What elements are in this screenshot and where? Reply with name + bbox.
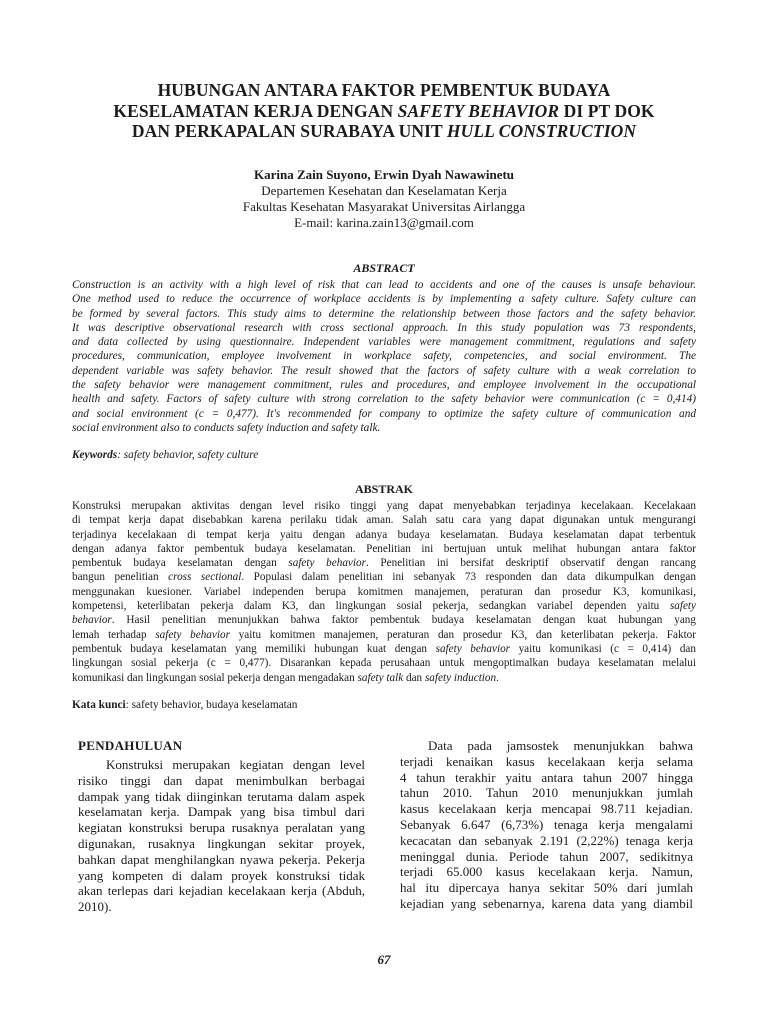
abstract-line: It was descriptive observational research with cross sectional approach. In this study population was 73 respondents,	[72, 321, 696, 334]
body-line: kegiatan konstruksi berupa rusaknya peralatan yang	[78, 820, 365, 836]
keywords	[72, 449, 258, 461]
abstract-line: One method used to reduce the occurrence of workplace accidents is by implementing a safety culture. Safety culture can	[72, 293, 696, 306]
body-line: yang kompeten di dalam proyek konstruksi tidak	[78, 867, 365, 883]
body-line: terjadi kenaikan kasus kecelakaan kerja selama	[400, 753, 693, 769]
abstract-line: dependent variable was safety behavior. The result showed that the factors of safety culture with a weak correlation to	[72, 364, 696, 377]
body-line: kejadian yang sebenarnya, karena data yang diambil	[400, 895, 693, 911]
affiliation-department: Departemen Kesehatan dan Keselamatan Kerja	[261, 183, 507, 198]
abstrak-line: kompetensi, keterlibatan pekerja dalam K3, dan lingkungan sosial pekerja, sedangkan variabel dependen yaitu safety	[72, 600, 696, 613]
abstract-line: procedures, communication, employee involvement in workplace safety, competencies, and social environment. The	[72, 350, 696, 363]
paper-title	[60, 80, 708, 142]
abstract-line: be formed by several factors. This study aims to determine the relationship between those factors and the safety behavior.	[72, 307, 696, 320]
abstrak-line: behavior. Hasil penelitian menunjukkan bahwa faktor pembentuk budaya keselamatan dengan kuat hubungan yang	[72, 614, 696, 627]
body-line: bahkan dapat menghilangkan nyawa pekerja. Pekerja	[78, 851, 365, 867]
abstrak-line: terjadinya kecelakaan di tempat kerja yaitu dengan adanya budaya keselamatan. Budaya keselamatan dapat terbentuk	[72, 528, 696, 541]
abstrak-line: bangun penelitian cross sectional. Populasi dalam penelitian ini sebanyak 73 responden dan data dikumpulkan dengan	[72, 571, 696, 584]
body-line: hal itu dipercaya hanya sekitar 50% dari jumlah	[400, 880, 693, 896]
abstrak-line: dengan adanya faktor pembentuk budaya keselamatan. Penelitian ini bertujuan untuk melihat hubungan antara faktor	[72, 542, 696, 555]
abstrak-line: pembentuk budaya keselamatan yang memiliki hubungan kuat dengan safety behavior yaitu komunikasi (c = 0,414) dan	[72, 642, 696, 655]
abstrak-line: menggunakan kuesioner. Variabel independen berupa komitmen manajemen, peraturan dan prosedur K3, komunikasi,	[72, 585, 696, 598]
title-line-3: DAN PERKAPALAN SURABAYA UNIT HULL CONSTRUCTION	[131, 121, 637, 141]
title-line-2: KESELAMATAN KERJA DENGAN SAFETY BEHAVIOR DI PT DOK	[113, 100, 655, 121]
body-line: digunakan, rusaknya lingkungan sekitar proyek,	[78, 835, 365, 851]
body-line: tahun 2010. Tahun 2010 menunjukkan jumlah	[400, 785, 693, 801]
body-line: risiko tinggi dan dapat menimbulkan berbagai	[78, 772, 365, 788]
abstrak-line: Konstruksi merupakan aktivitas dengan level risiko tinggi yang dapat menyebabkan terjadinya kecelakaan. Kecelakaan	[72, 500, 696, 512]
body-line: kecacatan dan sebanyak 2.191 (2,22%) tenaga kerja	[400, 832, 693, 848]
right-column-text	[400, 738, 693, 912]
kata-kunci	[72, 699, 297, 711]
body-line: dampak yang tidak diinginkan terutama dalam aspek	[78, 788, 365, 804]
abstract-line: and social environment (c = 0,477). It's recommended for company to optimize the safety culture of communication and	[72, 407, 696, 420]
abstract-line: social environment also to conducts safety induction and safety talk.	[72, 421, 381, 434]
abstrak-line: komunikasi dan lingkungan sosial pekerja dengan mengadakan safety talk dan safety induction.	[72, 671, 499, 684]
abstrak-line: lemah terhadap safety behavior yaitu komitmen manajemen, peraturan dan prosedur K3, dan keterlibatan pekerja. Faktor	[72, 628, 696, 641]
author-names: Karina Zain Suyono, Erwin Dyah Nawawinetu	[253, 167, 515, 182]
body-line: terjadi 65.000 kasus kecelakaan kerja. Namun,	[400, 864, 693, 880]
kata-kunci-label: Kata kunci	[72, 699, 126, 711]
section-heading-pendahuluan: PENDAHULUAN	[78, 738, 183, 753]
body-line: Sebanyak 6.647 (6,73%) tenaga kerja mengalami	[400, 816, 693, 832]
title-line-1: HUBUNGAN ANTARA FAKTOR PEMBENTUK BUDAYA	[157, 80, 611, 100]
affiliation-faculty: Fakultas Kesehatan Masyarakat Universitas Airlangga	[242, 199, 526, 214]
abstract-heading: ABSTRACT	[353, 261, 415, 275]
author-email: E-mail: karina.zain13@gmail.com	[294, 215, 474, 230]
abstract-line: the safety behavior were management commitment, rules and procedures, and employee involvement in the occupational	[72, 379, 696, 392]
page-number: 67	[377, 952, 391, 967]
body-line: 4 tahun terakhir yaitu antara tahun 2007 hingga	[400, 769, 693, 785]
abstract-line: and data collected by using questionnaire. Independent variables were management commitment, regulations and safety	[72, 336, 696, 349]
kata-kunci-value: : safety behavior, budaya keselamatan	[125, 699, 298, 711]
body-line: 2010).	[78, 899, 112, 915]
abstrak-heading: ABSTRAK	[354, 482, 413, 496]
keywords-label: Keywords	[72, 449, 118, 461]
body-line: meninggal dunia. Periode tahun 2007, sedikitnya	[400, 848, 693, 864]
body-line: Data pada jamsostek menunjukkan bahwa	[428, 738, 693, 753]
body-line: keselamatan kerja. Dampak yang bisa timbul dari	[78, 804, 365, 820]
abstrak-line: di tempat kerja dapat disebabkan karena perilaku tidak aman. Salah satu cara yang dapat digunakan untuk mengurangi	[72, 514, 696, 527]
keywords-value: : safety behavior, safety culture	[117, 449, 259, 461]
abstract-body	[72, 278, 696, 435]
abstrak-line: lingkungan sosial pekerja (c = 0,477). Disarankan kepada perusahaan untuk mengoptimalkan budaya keselamatan melalui	[72, 657, 696, 670]
abstrak-body	[72, 499, 696, 685]
body-line: kasus kecelakaan kerja mencapai 98.711 kejadian.	[400, 801, 693, 817]
abstrak-line: pembentuk budaya keselamatan dengan safety behavior. Penelitian ini bersifat deskriptif observatif dengan rancang	[72, 557, 696, 570]
left-column-text	[78, 757, 365, 915]
abstract-line: Construction is an activity with a high level of risk that can lead to accidents and one of the causes is unsafe behaviour.	[72, 279, 696, 291]
body-line: akan terlepas dari kejadian kecelakaan kerja (Abduh,	[78, 883, 365, 899]
body-line: Konstruksi merupakan kegiatan dengan level	[106, 757, 365, 772]
abstract-line: health and safety. Factors of safety culture with strong correlation to the safety behavior were communication (c = 0,414)	[72, 393, 696, 406]
